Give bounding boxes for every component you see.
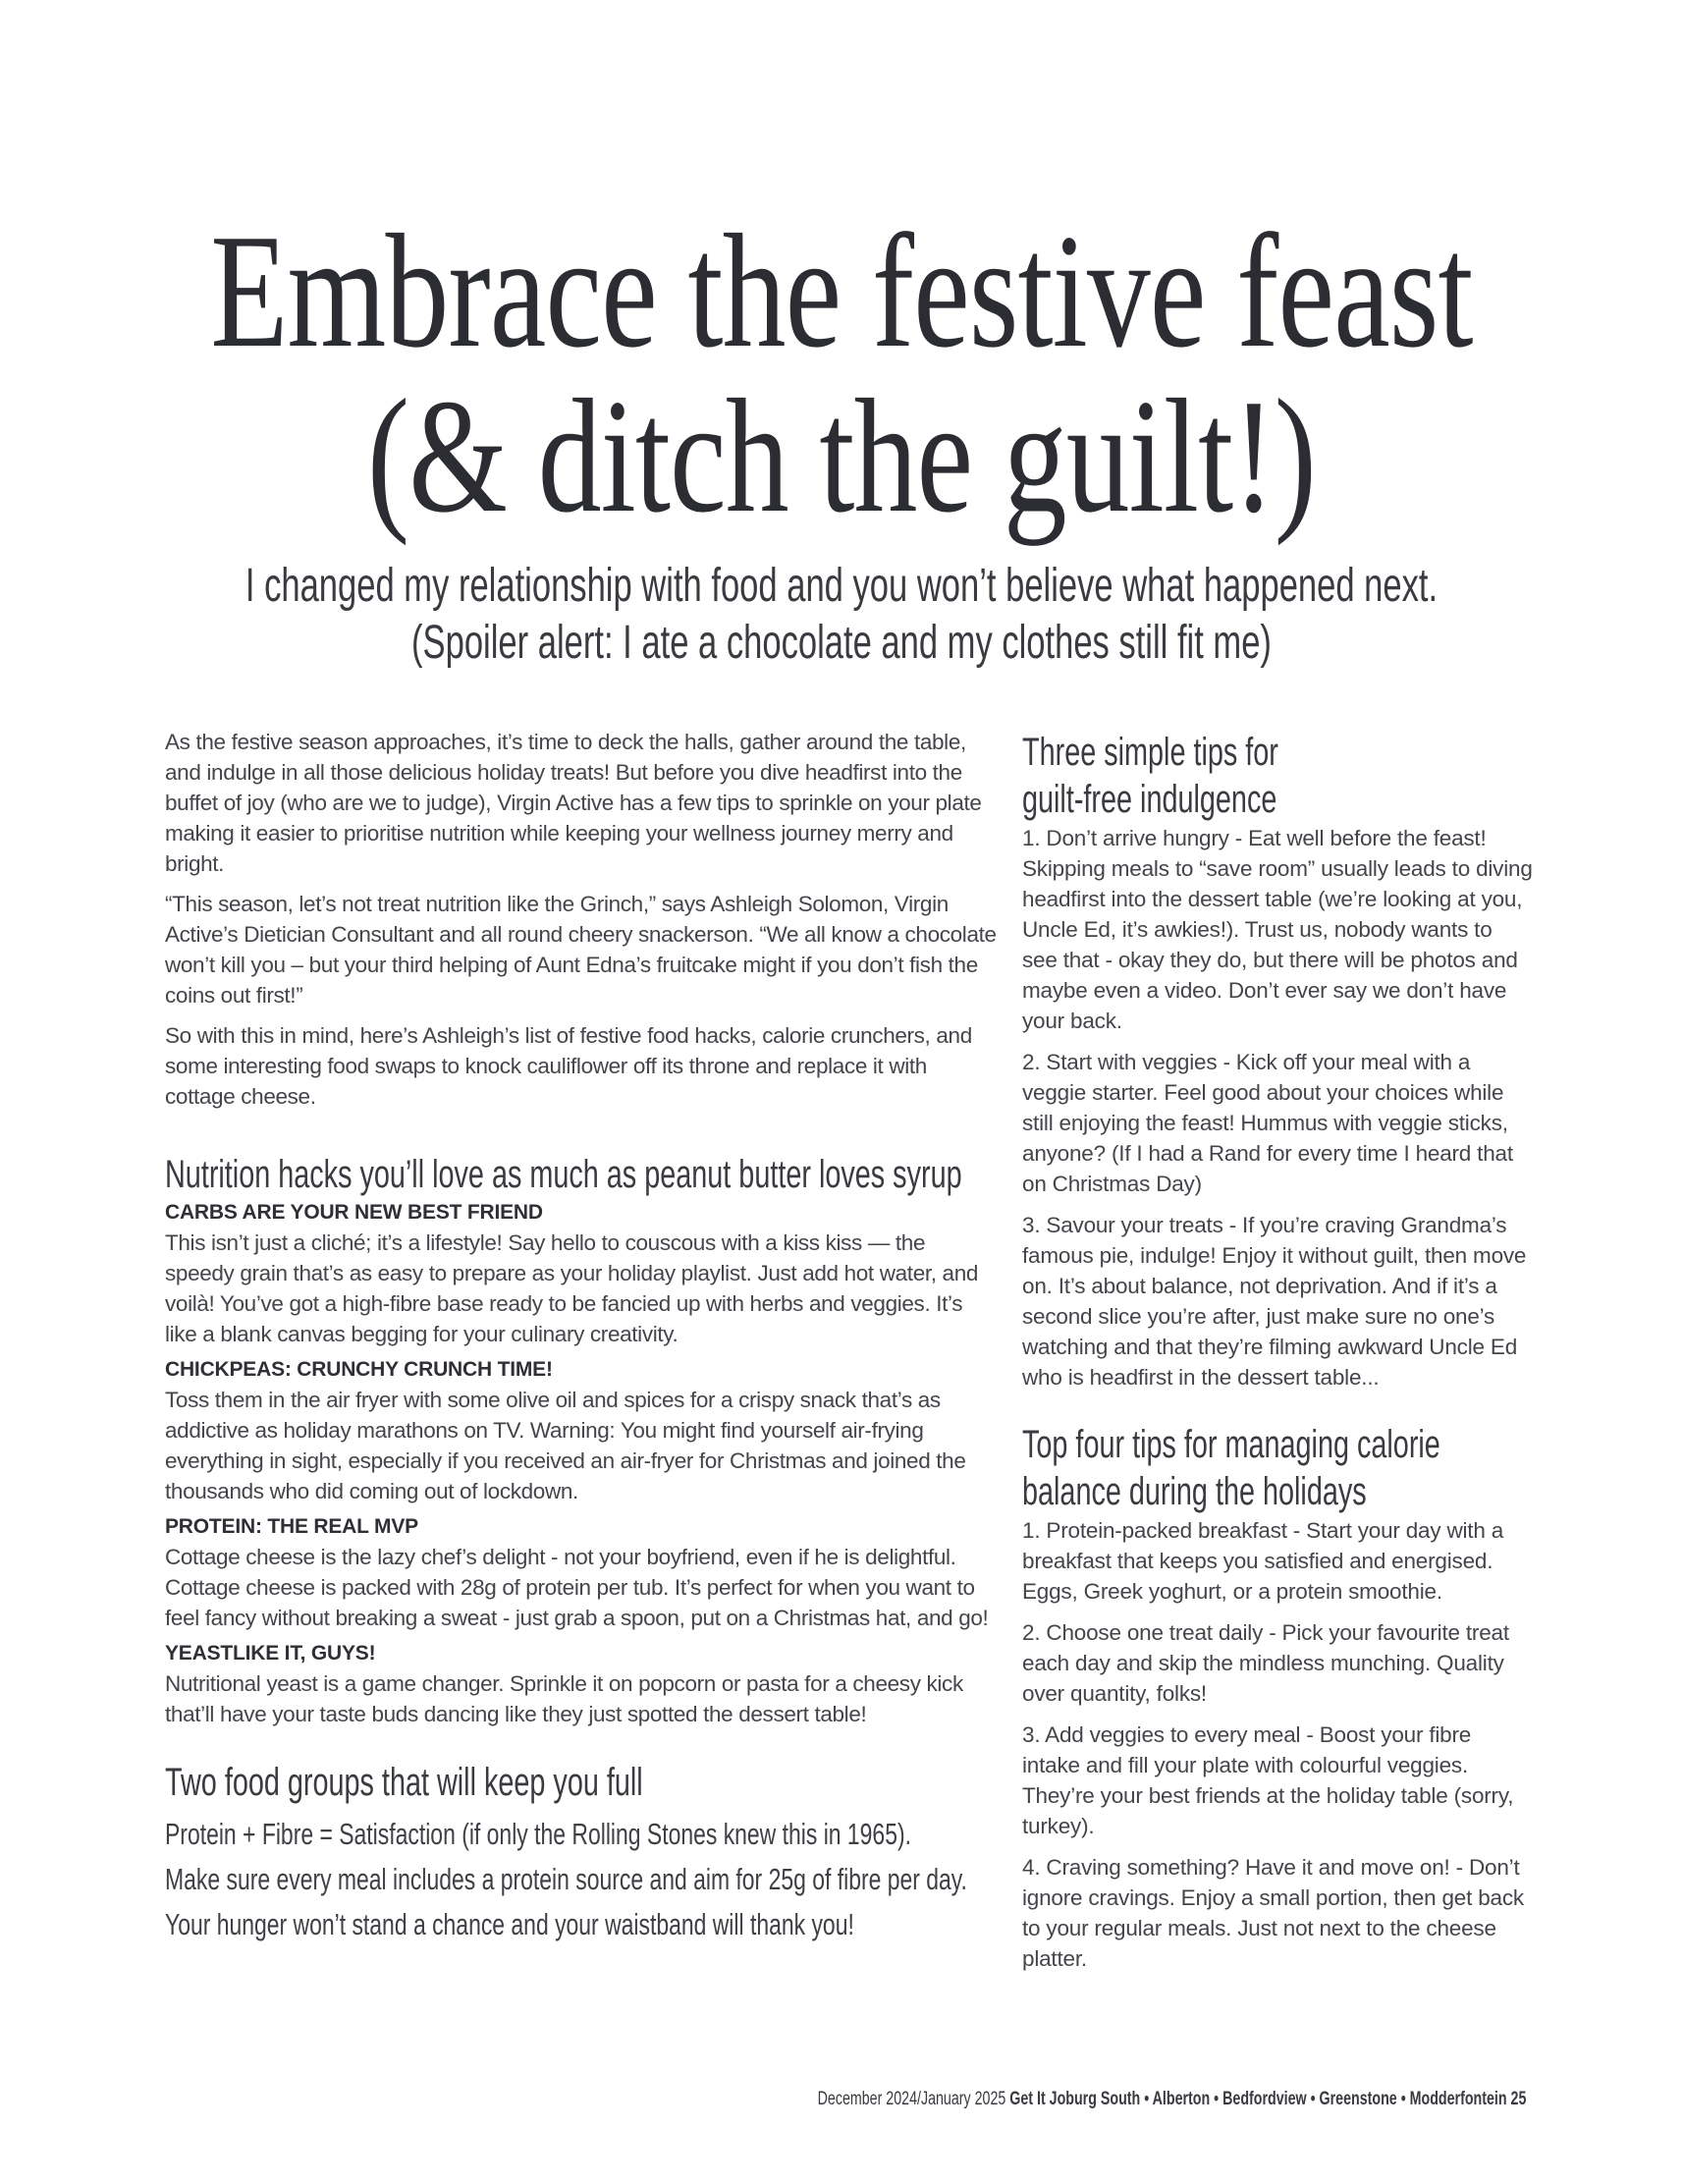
headline (186, 200, 1498, 546)
heading-line: Three simple tips for (1022, 731, 1278, 774)
standfirst (236, 558, 1447, 672)
sub-heading-protein: PROTEIN: THE REAL MVP (165, 1515, 418, 1538)
hack-body-chickpeas: Toss them in the air fryer with some olive oil and spices for a crispy snack that’s as addictive as holiday marathons on TV. Warning: You might find yourself air-frying everything in sight, especially if you received an air-fryer for Christmas and joined the thousands who did coming out of lockdown. (165, 1388, 966, 1503)
heading-line: guilt-free indulgence (1022, 778, 1277, 821)
tip-item: 1. Protein-packed breakfast - Start your day with a breakfast that keeps you satisfied and energised. Eggs, Greek yoghurt, or a protein smoothie. (1022, 1518, 1504, 1604)
standfirst-line-1: I changed my relationship with food and you won’t believe what happened next. (244, 560, 1439, 612)
left-column (165, 727, 998, 1947)
page-number: 25 (1510, 2089, 1526, 2109)
food-groups-line: Protein + Fibre = Satisfaction (if only the Rolling Stones knew this in 1965). (165, 1817, 911, 1851)
section-heading-four-tips (1022, 1421, 1440, 1515)
tip-item: 3. Savour your treats - If you’re craving Grandma’s famous pie, indulge! Enjoy it without guilt, then move on. It’s about balance, not deprivation. And if it’s a second slice you’re after, just make sure no one’s watching and that they’re filming awkward Uncle Ed who is headfirst in the dessert table... (1022, 1213, 1527, 1390)
intro-paragraph: So with this in mind, here’s Ashleigh’s list of festive food hacks, calorie crunchers, and some interesting food swaps to knock cauliflower off its throne and replace it with cottage cheese. (165, 1023, 972, 1109)
hack-body-protein: Cottage cheese is the lazy chef’s delight - not your boyfriend, even if he is delightful. Cottage cheese is packed with 28g of protein per tub. It’s perfect for when you want to feel fancy without breaking a sweat - just grab a spoon, put on a Christmas hat, and go! (165, 1545, 989, 1630)
hack-body-yeast: Nutritional yeast is a game changer. Sprinkle it on popcorn or pasta for a cheesy kick that’ll have your taste buds dancing like they just spotted the dessert table! (165, 1671, 963, 1726)
section-heading-three-tips (1022, 729, 1389, 823)
food-groups-line: Your hunger won’t stand a chance and your waistband will thank you! (165, 1907, 854, 1941)
headline-line-2: (& ditch the guilt!) (366, 365, 1317, 546)
tip-item: 1. Don’t arrive hungry - Eat well before the feast! Skipping meals to “save room” usually leads to diving headfirst into the dessert table (we’re looking at you, Uncle Ed, it’s awkies!). Trust us, nobody wants to see that - okay they do, but there will be photos and maybe even a video. Don’t ever say we don’t have your back. (1022, 826, 1533, 1033)
right-column (1022, 729, 1533, 1985)
quote-paragraph: “This season, let’s not treat nutrition like the Grinch,” says Ashleigh Solomon, Virgin Active’s Dietician Consultant and all round cheery snackerson. “We all know a chocolate won’t kill you – but your third helping of Aunt Edna’s fruitcake might if you don’t fish the coins out first!” (165, 892, 997, 1008)
sub-heading-chickpeas: CHICKPEAS: CRUNCHY CRUNCH TIME! (165, 1358, 553, 1381)
sub-heading-carbs: CARBS ARE YOUR NEW BEST FRIEND (165, 1201, 543, 1224)
page-footer (817, 2089, 1526, 2110)
hack-body-carbs: This isn’t just a cliché; it’s a lifestyle! Say hello to couscous with a kiss kiss — the speedy grain that’s as easy to prepare as your holiday playlist. Just add hot water, and voilà! You’ve got a high-fibre base ready to be fancied up with herbs and veggies. It’s like a blank canvas begging for your culinary creativity. (165, 1230, 979, 1346)
section-heading-hacks: Nutrition hacks you’ll love as much as peanut butter loves syrup (165, 1153, 962, 1196)
intro-paragraph: As the festive season approaches, it’s time to deck the halls, gather around the table, and indulge in all those delicious holiday treats! But before you dive headfirst into the buffet of joy (who are we to judge), Virgin Active has a few tips to sprinkle on your plate making it easier to prioritise nutrition while keeping your wellness journey merry and bright. (165, 730, 982, 876)
tip-item: 2. Start with veggies - Kick off your meal with a veggie starter. Feel good about your choices while still enjoying the feast! Hummus with veggie sticks, anyone? (If I had a Rand for every time I heard that on Christmas Day) (1022, 1050, 1513, 1196)
tip-item: 3. Add veggies to every meal - Boost your fibre intake and fill your plate with colourful veggies. They’re your best friends at the holiday table (sorry, turkey). (1022, 1722, 1514, 1838)
sub-heading-yeast: YEASTLIKE IT, GUYS! (165, 1642, 376, 1665)
standfirst-line-2: (Spoiler alert: I ate a chocolate and my clothes still fit me) (411, 617, 1272, 669)
footer-publication: Get It Joburg South • Alberton • Bedfordview • Greenstone • Modderfontein (1008, 2089, 1507, 2109)
tip-item: 4. Craving something? Have it and move on! - Don’t ignore cravings. Enjoy a small portion, then get back to your regular meals. Just not next to the cheese platter. (1022, 1855, 1524, 1971)
headline-line-1: Embrace the festive feast (210, 200, 1473, 381)
tip-item: 2. Choose one treat daily - Pick your favourite treat each day and skip the mindless munching. Quality over quantity, folks! (1022, 1620, 1509, 1706)
heading-line: balance during the holidays (1022, 1470, 1367, 1513)
section-heading-food-groups: Two food groups that will keep you full (165, 1761, 643, 1804)
footer-issue-date: December 2024/January 2025 (817, 2089, 1005, 2109)
heading-line: Top four tips for managing calorie (1022, 1423, 1440, 1466)
food-groups-line: Make sure every meal includes a protein source and aim for 25g of fibre per day. (165, 1862, 967, 1896)
